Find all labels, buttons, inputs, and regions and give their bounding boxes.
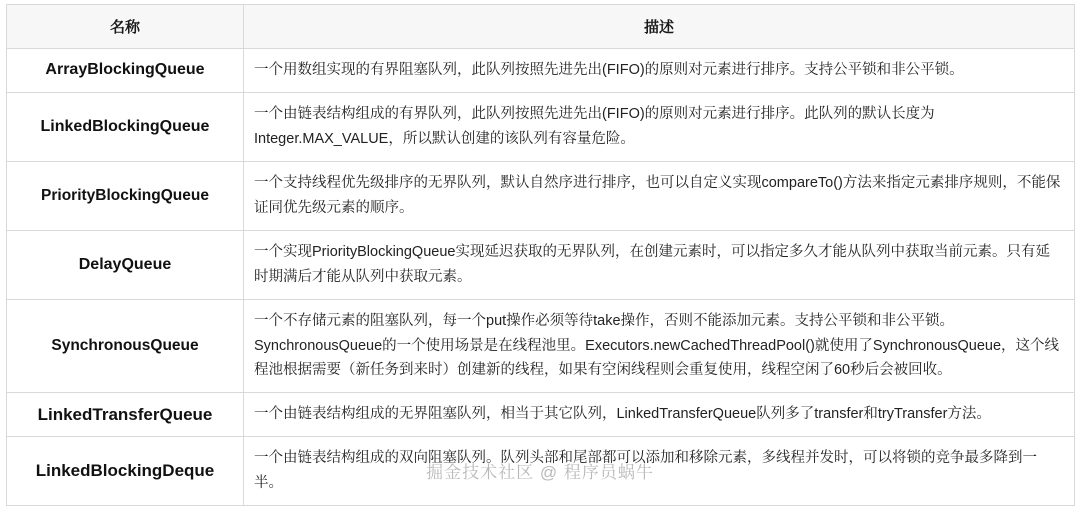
queue-description-cell: 一个不存储元素的阻塞队列，每一个put操作必须等待take操作，否则不能添加元素。支持公平锁和非公平锁。SynchronousQueue的一个使用场景是在线程池里。Executors.newCachedThreadPool()就使用了SynchronousQueue，这个线程池根据需要（新任务到来时）创建新的线程，如果有空闲线程则会重复使用，线程空闲了60秒后会被回收。 [244, 299, 1075, 393]
table-row [7, 393, 1075, 437]
queue-description-cell: 一个由链表结构组成的无界阻塞队列，相当于其它队列，LinkedTransferQueue队列多了transfer和tryTransfer方法。 [244, 393, 1075, 437]
table-row [7, 92, 1075, 161]
queue-name-cell: PriorityBlockingQueue [7, 161, 244, 230]
table-row [7, 299, 1075, 393]
queue-description-cell: 一个实现PriorityBlockingQueue实现延迟获取的无界队列，在创建元素时，可以指定多久才能从队列中获取当前元素。只有延时期满后才能从队列中获取元素。 [244, 230, 1075, 299]
queue-description-cell: 一个由链表结构组成的双向阻塞队列。队列头部和尾部都可以添加和移除元素，多线程并发时，可以将锁的竞争最多降到一半。 [244, 437, 1075, 506]
table-head [7, 5, 1075, 49]
table-body [7, 49, 1075, 506]
queue-name-cell: LinkedBlockingQueue [7, 92, 244, 161]
table-row [7, 49, 1075, 93]
queue-description-cell: 一个支持线程优先级排序的无界队列，默认自然序进行排序，也可以自定义实现compareTo()方法来指定元素排序规则，不能保证同优先级元素的顺序。 [244, 161, 1075, 230]
column-header-name: 名称 [7, 5, 244, 49]
table-row [7, 437, 1075, 506]
queue-name-cell: LinkedBlockingDeque [7, 437, 244, 506]
column-header-description: 描述 [244, 5, 1075, 49]
table-header-row [7, 5, 1075, 49]
queue-description-cell: 一个由链表结构组成的有界队列，此队列按照先进先出(FIFO)的原则对元素进行排序。此队列的默认长度为Integer.MAX_VALUE，所以默认创建的该队列有容量危险。 [244, 92, 1075, 161]
queue-name-cell: DelayQueue [7, 230, 244, 299]
watermark-text: 掘金技术社区 @ 程序员蜗牛 [426, 463, 654, 482]
queue-name-cell: SynchronousQueue [7, 299, 244, 393]
table-row [7, 161, 1075, 230]
blocking-queue-table [6, 4, 1075, 506]
queue-description-cell: 一个用数组实现的有界阻塞队列，此队列按照先进先出(FIFO)的原则对元素进行排序。支持公平锁和非公平锁。 [244, 49, 1075, 93]
queue-name-cell: LinkedTransferQueue [7, 393, 244, 437]
table-row [7, 230, 1075, 299]
queue-name-cell: ArrayBlockingQueue [7, 49, 244, 93]
